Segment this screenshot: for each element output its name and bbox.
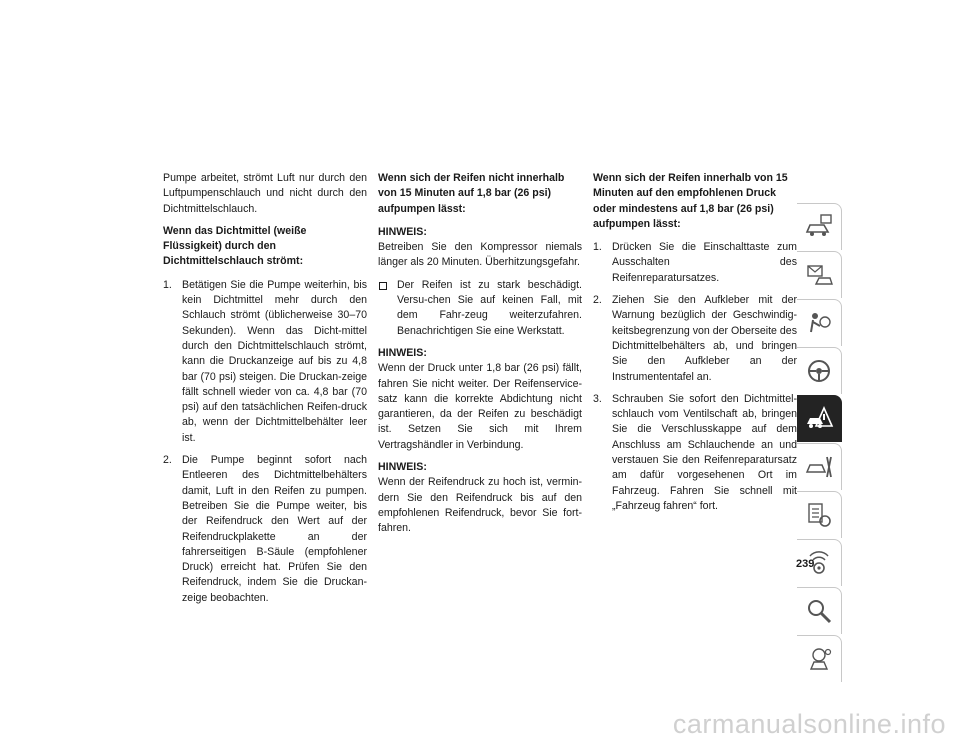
list-item: 3. Schrauben Sie sofort den Dichtmittel-schlauch vom Ventilschaft ab, bringen Sie die Verschlusskappe auf dem Anschluss am Schlauchende an und verstauen Sie den Reifenreparatursatz am dafür vorgesehenen Ort im Fahrzeug. Fahren Sie schnell mit „Fahrzeug fahren“ fort.: [593, 392, 797, 512]
page-number: 239: [796, 558, 815, 570]
section-heading: Wenn das Dichtmittel (weiße Flüssigkeit) durch den Dichtmittelschlauch strömt:: [163, 224, 307, 268]
column-2: [378, 171, 582, 544]
tab-getting-to-know[interactable]: [797, 203, 842, 250]
checkbox-bullet-icon: [379, 282, 387, 290]
tab-safety[interactable]: [797, 299, 842, 346]
tab-vehicle-features[interactable]: [797, 251, 842, 298]
note-heading: HINWEIS:: [378, 225, 427, 238]
list-item: 1. Betätigen Sie die Pumpe weiterhin, bis kein Dichtmittel mehr durch den Schlauch strömt (üblicherweise 30–70 Sekunden). Wenn das Dicht-mittel durch den Dichtmittelschlauch strömt, kann die Druckanzeige auf bis zu 4,8 bar (70 psi) steigen. Die Druckan-zeige fällt schnell wieder von ca. 4,8 bar (70 psi) auf den tatsächlichen Reifen-druck ab, wenn der Dichtmittelbehälter leer ist.: [163, 278, 367, 444]
note-heading: HINWEIS:: [378, 346, 427, 359]
languages-icon: [804, 644, 834, 674]
airbag-icon: [804, 308, 834, 338]
intro-paragraph: Pumpe arbeitet, strömt Luft nur durch den Luftpumpenschlauch und nicht durch den Dichtmittelschlauch.: [163, 172, 367, 215]
list-item: 2. Die Pumpe beginnt sofort nach Entleeren des Dichtmittelbehälters damit, Luft in den Reifen zu pumpen. Betreiben Sie die Pumpe weiter, bis der Reifendruck den Wert auf der Reifendruckplakette an der fahrerseitigen B-Säule (empfohlener Druck) erreicht hat. Prüfen Sie den Reifendruck, indem Sie die Druckan-zeige beobachten.: [163, 454, 367, 604]
tab-servicing[interactable]: [797, 443, 842, 490]
note-text: Wenn der Druck unter 1,8 bar (26 psi) fällt, fahren Sie nicht weiter. Der Reifenservice-satz kann die korrekte Abdichtung nicht garantieren, da der Reifen zu beschädigt ist. Setzen Sie sich mit Ihrem Vertragshändler in Verbindung.: [378, 362, 582, 451]
index-search-icon: [804, 596, 834, 626]
steps-list: [593, 240, 797, 514]
chapter-tabs: [797, 203, 842, 683]
specifications-icon: [804, 500, 834, 530]
tab-languages[interactable]: [797, 635, 842, 682]
list-item: 1. Drücken Sie die Einschalttaste zum Ausschalten des Reifenreparatursatzes.: [593, 241, 797, 284]
note-text: Betreiben Sie den Kompressor niemals länger als 20 Minuten. Überhitzungsgefahr.: [378, 241, 582, 269]
watermark: carmanualsonline.info: [672, 709, 946, 739]
car-mail-icon: [804, 260, 834, 290]
list-item: 2. Ziehen Sie den Aufkleber mit der Warnung bezüglich der Geschwindig-keitsbegrenzung von der Oberseite des Dichtmittelbehälters ab, und bringen Sie den Aufkleber an der Instrumententafel an.: [593, 294, 797, 383]
car-info-icon: [804, 212, 834, 242]
tab-index[interactable]: [797, 587, 842, 634]
tab-emergency[interactable]: [797, 395, 842, 442]
car-service-icon: [804, 452, 834, 482]
roadside-emergency-icon: [804, 404, 834, 434]
bullet-item: Der Reifen ist zu stark beschädigt. Versu-chen Sie auf keinen Fall, mit dem Fahr-zeug weiterzufahren. Benachrichtigen Sie eine Werkstatt.: [378, 278, 582, 339]
tab-driving[interactable]: [797, 347, 842, 394]
column-1: [163, 171, 367, 613]
section-heading: Wenn sich der Reifen nicht innerhalb von 15 Minuten auf 1,8 bar (26 psi) aufpumpen lässt:: [378, 172, 565, 215]
steering-wheel-icon: [804, 356, 834, 386]
steps-list: [163, 278, 367, 606]
note-heading: HINWEIS:: [378, 461, 427, 474]
note-text: Wenn der Reifendruck zu hoch ist, vermin-dern Sie den Reifendruck bis auf den empfohlenen Reifendruck, bevor Sie fort-fahren.: [378, 476, 582, 535]
tab-specifications[interactable]: [797, 491, 842, 538]
section-heading: Wenn sich der Reifen innerhalb von 15 Minuten auf den empfohlenen Druck oder mindestens auf 1,8 bar (26 psi) aufpumpen lässt:: [593, 172, 788, 230]
column-3: [593, 171, 797, 521]
